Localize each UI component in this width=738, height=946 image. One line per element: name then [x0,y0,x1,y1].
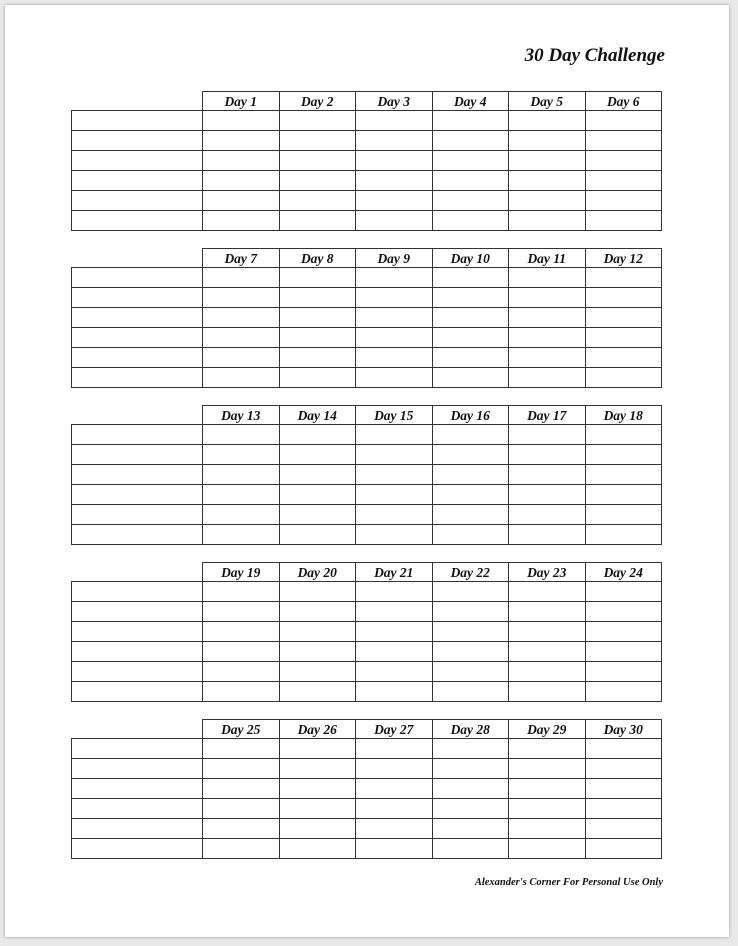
habit-label-cell[interactable] [72,171,203,191]
habit-label-cell[interactable] [72,525,203,545]
day-check-cell[interactable] [203,622,280,642]
day-check-cell[interactable] [203,288,280,308]
habit-label-cell[interactable] [72,151,203,171]
day-check-cell[interactable] [509,682,586,702]
day-header: Day 2 [280,92,357,111]
day-check-cell[interactable] [280,151,357,171]
day-check-cell[interactable] [586,582,663,602]
day-header: Day 16 [433,406,510,425]
day-header: Day 10 [433,249,510,268]
tracker-grid [71,738,662,859]
day-check-cell[interactable] [433,425,510,445]
day-header: Day 25 [203,720,280,739]
habit-label-cell[interactable] [72,368,203,388]
day-check-cell[interactable] [433,799,510,819]
day-check-cell[interactable] [203,171,280,191]
table-row [72,505,662,525]
day-check-cell[interactable] [433,348,510,368]
day-check-cell[interactable] [280,328,357,348]
day-check-cell[interactable] [433,682,510,702]
table-row [72,622,662,642]
day-check-cell[interactable] [280,602,357,622]
day-check-cell[interactable] [203,151,280,171]
day-check-cell[interactable] [586,759,663,779]
table-row [72,328,662,348]
table-row [72,445,662,465]
day-check-cell[interactable] [203,268,280,288]
table-row [72,151,662,171]
day-check-cell[interactable] [433,328,510,348]
day-header: Day 11 [509,249,586,268]
day-header: Day 18 [586,406,663,425]
day-check-cell[interactable] [509,308,586,328]
day-check-cell[interactable] [509,328,586,348]
day-check-cell[interactable] [280,662,357,682]
table-row [72,171,662,191]
table-row [72,288,662,308]
tracker-block [71,405,663,545]
day-check-cell[interactable] [203,328,280,348]
day-check-cell[interactable] [280,425,357,445]
day-header: Day 12 [586,249,663,268]
day-header: Day 7 [203,249,280,268]
day-check-cell[interactable] [586,425,663,445]
habit-label-cell[interactable] [72,211,203,231]
habit-label-cell[interactable] [72,602,203,622]
day-check-cell[interactable] [356,348,433,368]
habit-label-cell[interactable] [72,799,203,819]
day-check-cell[interactable] [356,799,433,819]
day-check-cell[interactable] [280,131,357,151]
day-check-cell[interactable] [433,622,510,642]
day-check-cell[interactable] [203,368,280,388]
day-check-cell[interactable] [203,642,280,662]
day-check-cell[interactable] [509,445,586,465]
day-check-cell[interactable] [356,662,433,682]
day-check-cell[interactable] [586,622,663,642]
day-check-cell[interactable] [356,819,433,839]
day-check-cell[interactable] [280,682,357,702]
day-check-cell[interactable] [586,328,663,348]
day-check-cell[interactable] [433,368,510,388]
day-check-cell[interactable] [356,308,433,328]
day-check-cell[interactable] [356,425,433,445]
day-check-cell[interactable] [433,111,510,131]
habit-label-cell[interactable] [72,445,203,465]
day-check-cell[interactable] [509,151,586,171]
day-check-cell[interactable] [509,348,586,368]
day-check-cell[interactable] [203,779,280,799]
day-check-cell[interactable] [356,779,433,799]
day-header: Day 4 [433,92,510,111]
day-check-cell[interactable] [433,582,510,602]
day-check-cell[interactable] [356,525,433,545]
day-header: Day 28 [433,720,510,739]
day-header: Day 17 [509,406,586,425]
day-header: Day 9 [356,249,433,268]
table-row [72,819,662,839]
day-check-cell[interactable] [509,759,586,779]
day-header-row [202,562,662,582]
day-check-cell[interactable] [509,779,586,799]
day-check-cell[interactable] [509,839,586,859]
day-check-cell[interactable] [280,779,357,799]
day-check-cell[interactable] [509,642,586,662]
habit-label-cell[interactable] [72,111,203,131]
habit-label-cell[interactable] [72,505,203,525]
day-check-cell[interactable] [509,368,586,388]
day-check-cell[interactable] [433,445,510,465]
day-check-cell[interactable] [509,111,586,131]
day-header-row [202,405,662,425]
habit-label-cell[interactable] [72,425,203,445]
day-check-cell[interactable] [203,582,280,602]
day-check-cell[interactable] [509,799,586,819]
day-check-cell[interactable] [433,308,510,328]
day-check-cell[interactable] [356,191,433,211]
day-check-cell[interactable] [203,505,280,525]
page [5,5,729,937]
footer-note: Alexander's Corner For Personal Use Only [474,877,663,888]
habit-label-cell[interactable] [72,662,203,682]
day-check-cell[interactable] [509,622,586,642]
day-check-cell[interactable] [433,525,510,545]
day-header: Day 15 [356,406,433,425]
habit-label-cell[interactable] [72,779,203,799]
day-check-cell[interactable] [280,582,357,602]
table-row [72,839,662,859]
day-check-cell[interactable] [586,485,663,505]
day-check-cell[interactable] [280,171,357,191]
day-check-cell[interactable] [509,268,586,288]
day-check-cell[interactable] [586,268,663,288]
day-check-cell[interactable] [433,151,510,171]
day-check-cell[interactable] [586,662,663,682]
day-check-cell[interactable] [356,445,433,465]
habit-label-cell[interactable] [72,839,203,859]
day-check-cell[interactable] [280,191,357,211]
day-header: Day 24 [586,563,663,582]
day-check-cell[interactable] [586,682,663,702]
tracker-grid [71,267,662,388]
day-check-cell[interactable] [509,662,586,682]
day-check-cell[interactable] [356,465,433,485]
habit-label-cell[interactable] [72,268,203,288]
habit-label-cell[interactable] [72,465,203,485]
day-check-cell[interactable] [203,445,280,465]
day-check-cell[interactable] [356,739,433,759]
day-check-cell[interactable] [203,839,280,859]
day-check-cell[interactable] [433,779,510,799]
day-header: Day 23 [509,563,586,582]
table-row [72,465,662,485]
habit-label-cell[interactable] [72,682,203,702]
day-check-cell[interactable] [433,211,510,231]
table-row [72,602,662,622]
tracker-grid [71,110,662,231]
day-check-cell[interactable] [433,602,510,622]
day-check-cell[interactable] [586,131,663,151]
day-check-cell[interactable] [586,839,663,859]
day-check-cell[interactable] [509,602,586,622]
day-check-cell[interactable] [203,602,280,622]
day-check-cell[interactable] [203,211,280,231]
habit-label-cell[interactable] [72,739,203,759]
day-check-cell[interactable] [356,759,433,779]
day-check-cell[interactable] [586,308,663,328]
day-check-cell[interactable] [509,191,586,211]
day-check-cell[interactable] [586,171,663,191]
day-check-cell[interactable] [356,582,433,602]
day-check-cell[interactable] [433,268,510,288]
day-check-cell[interactable] [203,308,280,328]
day-check-cell[interactable] [509,288,586,308]
day-check-cell[interactable] [433,642,510,662]
table-row [72,525,662,545]
day-check-cell[interactable] [280,465,357,485]
day-check-cell[interactable] [433,465,510,485]
day-header: Day 1 [203,92,280,111]
day-check-cell[interactable] [356,151,433,171]
day-check-cell[interactable] [586,211,663,231]
day-check-cell[interactable] [356,505,433,525]
day-check-cell[interactable] [280,288,357,308]
day-check-cell[interactable] [433,191,510,211]
table-row [72,642,662,662]
day-check-cell[interactable] [356,682,433,702]
day-check-cell[interactable] [280,485,357,505]
day-check-cell[interactable] [586,525,663,545]
day-check-cell[interactable] [356,328,433,348]
habit-label-cell[interactable] [72,819,203,839]
day-check-cell[interactable] [280,445,357,465]
day-check-cell[interactable] [203,819,280,839]
day-check-cell[interactable] [509,485,586,505]
day-check-cell[interactable] [509,131,586,151]
day-check-cell[interactable] [203,525,280,545]
day-check-cell[interactable] [280,759,357,779]
day-header: Day 21 [356,563,433,582]
day-check-cell[interactable] [280,368,357,388]
day-check-cell[interactable] [356,485,433,505]
day-check-cell[interactable] [203,131,280,151]
day-check-cell[interactable] [586,368,663,388]
day-check-cell[interactable] [586,779,663,799]
day-header: Day 6 [586,92,663,111]
day-header: Day 22 [433,563,510,582]
day-check-cell[interactable] [356,622,433,642]
habit-label-cell[interactable] [72,131,203,151]
table-row [72,759,662,779]
day-header: Day 26 [280,720,357,739]
day-check-cell[interactable] [586,111,663,131]
day-check-cell[interactable] [280,839,357,859]
day-check-cell[interactable] [203,662,280,682]
table-row [72,739,662,759]
day-check-cell[interactable] [586,465,663,485]
day-check-cell[interactable] [356,368,433,388]
table-row [72,779,662,799]
tracker-block [71,248,663,388]
day-check-cell[interactable] [586,799,663,819]
day-check-cell[interactable] [356,111,433,131]
day-check-cell[interactable] [280,622,357,642]
day-check-cell[interactable] [280,211,357,231]
table-row [72,368,662,388]
table-row [72,268,662,288]
day-check-cell[interactable] [509,465,586,485]
habit-label-cell[interactable] [72,308,203,328]
day-check-cell[interactable] [356,602,433,622]
day-check-cell[interactable] [356,839,433,859]
table-row [72,682,662,702]
day-check-cell[interactable] [509,425,586,445]
day-check-cell[interactable] [203,425,280,445]
day-header: Day 8 [280,249,357,268]
day-header: Day 20 [280,563,357,582]
day-check-cell[interactable] [433,131,510,151]
table-row [72,348,662,368]
day-check-cell[interactable] [586,348,663,368]
table-row [72,308,662,328]
day-header-row [202,248,662,268]
day-check-cell[interactable] [280,799,357,819]
habit-label-cell[interactable] [72,582,203,602]
day-check-cell[interactable] [433,485,510,505]
day-check-cell[interactable] [509,171,586,191]
day-check-cell[interactable] [586,151,663,171]
day-check-cell[interactable] [586,642,663,662]
day-check-cell[interactable] [586,445,663,465]
habit-label-cell[interactable] [72,759,203,779]
day-check-cell[interactable] [280,505,357,525]
habit-label-cell[interactable] [72,191,203,211]
table-row [72,485,662,505]
day-check-cell[interactable] [433,839,510,859]
day-check-cell[interactable] [280,111,357,131]
table-row [72,799,662,819]
day-check-cell[interactable] [433,171,510,191]
day-header: Day 27 [356,720,433,739]
day-check-cell[interactable] [203,799,280,819]
day-header: Day 13 [203,406,280,425]
day-check-cell[interactable] [203,191,280,211]
habit-label-cell[interactable] [72,622,203,642]
day-header-row [202,91,662,111]
day-check-cell[interactable] [356,288,433,308]
day-header: Day 5 [509,92,586,111]
table-row [72,425,662,445]
day-check-cell[interactable] [203,348,280,368]
day-check-cell[interactable] [280,348,357,368]
table-row [72,111,662,131]
day-check-cell[interactable] [586,819,663,839]
page-title: 30 Day Challenge [524,45,665,66]
day-header-row [202,719,662,739]
habit-label-cell[interactable] [72,348,203,368]
table-row [72,131,662,151]
habit-label-cell[interactable] [72,485,203,505]
day-header: Day 3 [356,92,433,111]
tracker-block [71,719,663,859]
day-check-cell[interactable] [356,268,433,288]
day-check-cell[interactable] [280,739,357,759]
day-check-cell[interactable] [509,211,586,231]
day-header: Day 14 [280,406,357,425]
day-check-cell[interactable] [433,288,510,308]
day-check-cell[interactable] [203,485,280,505]
table-row [72,191,662,211]
day-check-cell[interactable] [586,505,663,525]
day-check-cell[interactable] [356,211,433,231]
day-check-cell[interactable] [203,759,280,779]
day-check-cell[interactable] [433,759,510,779]
day-check-cell[interactable] [356,642,433,662]
table-row [72,582,662,602]
day-check-cell[interactable] [509,582,586,602]
habit-label-cell[interactable] [72,328,203,348]
tracker-grid [71,581,662,702]
day-check-cell[interactable] [433,505,510,525]
day-check-cell[interactable] [586,602,663,622]
day-header: Day 19 [203,563,280,582]
day-check-cell[interactable] [433,739,510,759]
day-check-cell[interactable] [509,525,586,545]
day-check-cell[interactable] [586,739,663,759]
tracker-grid [71,424,662,545]
table-row [72,211,662,231]
day-check-cell[interactable] [280,642,357,662]
day-check-cell[interactable] [356,131,433,151]
table-row [72,662,662,682]
day-header: Day 30 [586,720,663,739]
day-check-cell[interactable] [586,191,663,211]
day-check-cell[interactable] [433,819,510,839]
day-check-cell[interactable] [280,308,357,328]
habit-label-cell[interactable] [72,642,203,662]
day-check-cell[interactable] [509,739,586,759]
day-check-cell[interactable] [280,268,357,288]
habit-label-cell[interactable] [72,288,203,308]
day-check-cell[interactable] [203,739,280,759]
day-check-cell[interactable] [509,505,586,525]
tracker-block [71,91,663,231]
day-check-cell[interactable] [203,465,280,485]
day-check-cell[interactable] [280,819,357,839]
day-header: Day 29 [509,720,586,739]
day-check-cell[interactable] [203,111,280,131]
tracker-block [71,562,663,702]
day-check-cell[interactable] [280,525,357,545]
day-check-cell[interactable] [433,662,510,682]
day-check-cell[interactable] [356,171,433,191]
day-check-cell[interactable] [586,288,663,308]
day-check-cell[interactable] [203,682,280,702]
day-check-cell[interactable] [509,819,586,839]
